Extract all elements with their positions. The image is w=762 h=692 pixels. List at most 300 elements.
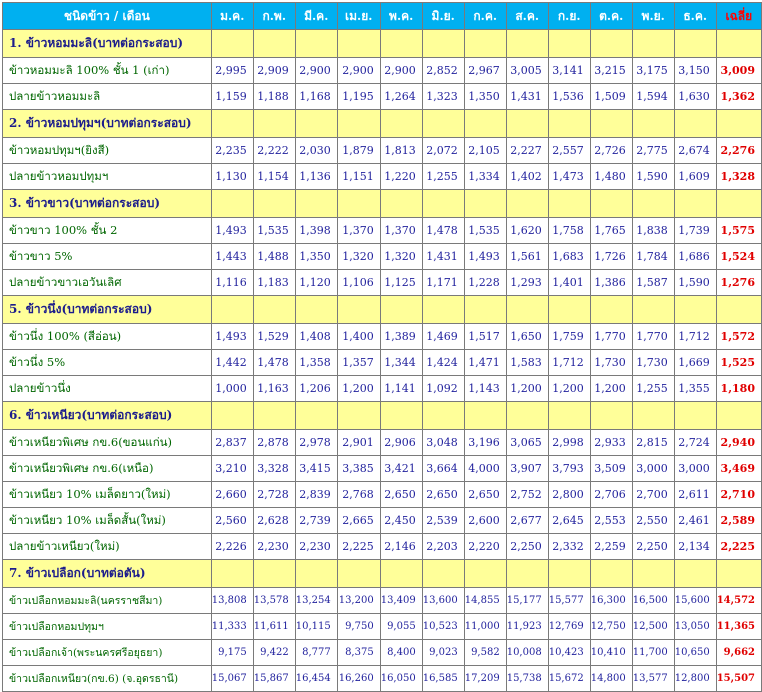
rice-type-name: ปลายข้าวหอมมะลิ — [3, 84, 212, 110]
price-cell: 1,442 — [211, 350, 253, 376]
price-cell: 2,839 — [295, 482, 337, 508]
price-cell: 1,758 — [548, 218, 590, 244]
price-cell: 1,116 — [211, 270, 253, 296]
rice-type-name: ข้าวเหนียวพิเศษ กข.6(เหนือ) — [3, 456, 212, 482]
price-cell: 1,730 — [632, 350, 674, 376]
price-cell: 2,815 — [632, 430, 674, 456]
rice-type-name: ข้าวเปลือกเจ้า(พระนครศรีอยุธยา) — [3, 640, 212, 666]
price-cell: 1,765 — [590, 218, 632, 244]
price-cell: 1,370 — [380, 218, 422, 244]
price-cell: 1,400 — [337, 324, 380, 350]
price-cell: 1,431 — [506, 84, 548, 110]
average-cell: 1,276 — [716, 270, 761, 296]
category-empty-cell — [337, 402, 380, 430]
price-cell: 1,200 — [337, 376, 380, 402]
category-empty-cell — [253, 30, 295, 58]
price-cell: 2,775 — [632, 138, 674, 164]
category-empty-cell — [253, 560, 295, 588]
price-cell: 2,724 — [674, 430, 716, 456]
price-cell: 3,210 — [211, 456, 253, 482]
price-cell: 1,686 — [674, 244, 716, 270]
price-cell: 2,978 — [295, 430, 337, 456]
rice-type-name: ข้าวเปลือกหอมปทุมฯ — [3, 614, 212, 640]
category-empty-cell — [716, 190, 761, 218]
price-cell: 1,255 — [632, 376, 674, 402]
price-cell: 1,784 — [632, 244, 674, 270]
table-row — [3, 376, 762, 402]
category-empty-cell — [380, 402, 422, 430]
price-cell: 1,630 — [674, 84, 716, 110]
price-cell: 1,092 — [422, 376, 464, 402]
average-cell: 1,572 — [716, 324, 761, 350]
price-cell: 1,759 — [548, 324, 590, 350]
table-row — [3, 666, 762, 692]
average-cell: 3,009 — [716, 58, 761, 84]
price-cell: 2,800 — [548, 482, 590, 508]
category-row — [3, 402, 762, 430]
price-cell: 1,386 — [590, 270, 632, 296]
price-cell: 1,488 — [253, 244, 295, 270]
price-cell: 1,293 — [506, 270, 548, 296]
average-cell: 14,572 — [716, 588, 761, 614]
category-empty-cell — [253, 296, 295, 324]
price-cell: 3,385 — [337, 456, 380, 482]
category-empty-cell — [590, 110, 632, 138]
category-empty-cell — [674, 402, 716, 430]
price-cell: 1,469 — [422, 324, 464, 350]
category-empty-cell — [506, 30, 548, 58]
price-cell: 1,838 — [632, 218, 674, 244]
category-empty-cell — [295, 296, 337, 324]
price-cell: 1,398 — [295, 218, 337, 244]
price-cell: 2,450 — [380, 508, 422, 534]
price-cell: 2,752 — [506, 482, 548, 508]
category-empty-cell — [295, 110, 337, 138]
price-cell: 10,008 — [506, 640, 548, 666]
price-cell: 1,739 — [674, 218, 716, 244]
rice-type-name: ปลายข้าวหอมปทุมฯ — [3, 164, 212, 190]
price-cell: 2,906 — [380, 430, 422, 456]
table-row — [3, 350, 762, 376]
price-cell: 1,195 — [337, 84, 380, 110]
price-cell: 2,072 — [422, 138, 464, 164]
category-empty-cell — [337, 110, 380, 138]
price-cell: 3,907 — [506, 456, 548, 482]
price-cell: 2,728 — [253, 482, 295, 508]
month-header: ม.ค. — [211, 3, 253, 30]
price-cell: 11,700 — [632, 640, 674, 666]
price-cell: 1,389 — [380, 324, 422, 350]
price-cell: 2,250 — [632, 534, 674, 560]
price-cell: 1,590 — [632, 164, 674, 190]
category-title: 3. ข้าวขาว(บาทต่อกระสอบ) — [3, 190, 212, 218]
price-cell: 9,750 — [337, 614, 380, 640]
category-empty-cell — [464, 560, 506, 588]
price-cell: 1,478 — [422, 218, 464, 244]
category-empty-cell — [422, 296, 464, 324]
average-cell: 15,507 — [716, 666, 761, 692]
category-empty-cell — [295, 560, 337, 588]
price-cell: 10,410 — [590, 640, 632, 666]
category-empty-cell — [380, 110, 422, 138]
average-header: เฉลี่ย — [716, 3, 761, 30]
rice-type-name: ปลายข้าวนึ่ง — [3, 376, 212, 402]
price-cell: 2,628 — [253, 508, 295, 534]
price-cell: 17,209 — [464, 666, 506, 692]
table-row — [3, 614, 762, 640]
month-header: พ.ย. — [632, 3, 674, 30]
average-cell: 1,328 — [716, 164, 761, 190]
price-cell: 2,739 — [295, 508, 337, 534]
category-empty-cell — [295, 402, 337, 430]
category-empty-cell — [464, 296, 506, 324]
category-empty-cell — [464, 190, 506, 218]
category-empty-cell — [337, 296, 380, 324]
price-cell: 1,350 — [295, 244, 337, 270]
category-empty-cell — [716, 402, 761, 430]
average-cell: 9,662 — [716, 640, 761, 666]
category-row — [3, 296, 762, 324]
price-cell: 1,370 — [337, 218, 380, 244]
price-cell: 9,422 — [253, 640, 295, 666]
price-cell: 1,228 — [464, 270, 506, 296]
rice-type-name: ข้าวเปลือกหอมมะลิ(นครราชสีมา) — [3, 588, 212, 614]
category-empty-cell — [590, 560, 632, 588]
price-cell: 14,855 — [464, 588, 506, 614]
rice-type-name: ข้าวนึ่ง 5% — [3, 350, 212, 376]
price-cell: 1,443 — [211, 244, 253, 270]
average-cell: 3,469 — [716, 456, 761, 482]
rice-type-name: ข้าวเหนียวพิเศษ กข.6(ขอนแก่น) — [3, 430, 212, 456]
price-cell: 1,334 — [464, 164, 506, 190]
price-cell: 2,660 — [211, 482, 253, 508]
category-empty-cell — [548, 296, 590, 324]
average-cell: 2,940 — [716, 430, 761, 456]
price-cell: 1,159 — [211, 84, 253, 110]
price-cell: 2,600 — [464, 508, 506, 534]
category-empty-cell — [337, 30, 380, 58]
table-row — [3, 508, 762, 534]
price-cell: 2,220 — [464, 534, 506, 560]
category-empty-cell — [380, 190, 422, 218]
price-cell: 2,105 — [464, 138, 506, 164]
price-cell: 10,423 — [548, 640, 590, 666]
category-row — [3, 190, 762, 218]
price-cell: 2,235 — [211, 138, 253, 164]
category-empty-cell — [674, 296, 716, 324]
category-title: 5. ข้าวนึ่ง(บาทต่อกระสอบ) — [3, 296, 212, 324]
price-cell: 1,471 — [464, 350, 506, 376]
price-cell: 3,150 — [674, 58, 716, 84]
month-header: ก.พ. — [253, 3, 295, 30]
month-header: ต.ค. — [590, 3, 632, 30]
category-empty-cell — [716, 30, 761, 58]
rice-type-name: ข้าวหอมปทุมฯ(ยิงสี) — [3, 138, 212, 164]
price-cell: 1,344 — [380, 350, 422, 376]
price-cell: 8,375 — [337, 640, 380, 666]
price-cell: 16,300 — [590, 588, 632, 614]
price-cell: 1,264 — [380, 84, 422, 110]
price-cell: 1,424 — [422, 350, 464, 376]
price-cell: 12,769 — [548, 614, 590, 640]
price-cell: 2,230 — [295, 534, 337, 560]
category-empty-cell — [464, 30, 506, 58]
category-empty-cell — [548, 402, 590, 430]
table-row — [3, 430, 762, 456]
category-empty-cell — [674, 110, 716, 138]
price-cell: 1,408 — [295, 324, 337, 350]
category-empty-cell — [211, 560, 253, 588]
category-empty-cell — [632, 190, 674, 218]
price-cell: 2,700 — [632, 482, 674, 508]
price-cell: 2,901 — [337, 430, 380, 456]
category-empty-cell — [674, 560, 716, 588]
average-cell: 1,575 — [716, 218, 761, 244]
price-cell: 1,609 — [674, 164, 716, 190]
price-cell: 3,048 — [422, 430, 464, 456]
rice-type-name: ข้าวขาว 100% ชั้น 2 — [3, 218, 212, 244]
price-cell: 1,536 — [548, 84, 590, 110]
category-empty-cell — [380, 296, 422, 324]
month-header: ก.ย. — [548, 3, 590, 30]
category-empty-cell — [506, 190, 548, 218]
price-cell: 12,750 — [590, 614, 632, 640]
price-cell: 3,215 — [590, 58, 632, 84]
category-empty-cell — [211, 296, 253, 324]
price-cell: 2,560 — [211, 508, 253, 534]
table-row — [3, 534, 762, 560]
table-row — [3, 588, 762, 614]
category-empty-cell — [253, 110, 295, 138]
price-cell: 13,254 — [295, 588, 337, 614]
price-cell: 1,683 — [548, 244, 590, 270]
price-cell: 1,431 — [422, 244, 464, 270]
category-empty-cell — [253, 190, 295, 218]
category-empty-cell — [590, 402, 632, 430]
price-cell: 1,401 — [548, 270, 590, 296]
price-cell: 2,726 — [590, 138, 632, 164]
table-row — [3, 456, 762, 482]
price-cell: 1,120 — [295, 270, 337, 296]
price-cell: 2,878 — [253, 430, 295, 456]
category-empty-cell — [548, 30, 590, 58]
price-cell: 15,867 — [253, 666, 295, 692]
price-cell: 1,125 — [380, 270, 422, 296]
price-cell: 11,611 — [253, 614, 295, 640]
price-cell: 3,664 — [422, 456, 464, 482]
price-cell: 2,146 — [380, 534, 422, 560]
price-cell: 1,130 — [211, 164, 253, 190]
category-empty-cell — [211, 402, 253, 430]
rice-type-name: ข้าวนึ่ง 100% (สีอ่อน) — [3, 324, 212, 350]
price-cell: 1,151 — [337, 164, 380, 190]
category-empty-cell — [590, 30, 632, 58]
price-cell: 3,328 — [253, 456, 295, 482]
category-empty-cell — [211, 190, 253, 218]
category-empty-cell — [590, 296, 632, 324]
price-cell: 1,561 — [506, 244, 548, 270]
price-cell: 1,535 — [253, 218, 295, 244]
price-cell: 1,154 — [253, 164, 295, 190]
category-empty-cell — [506, 402, 548, 430]
price-cell: 1,141 — [380, 376, 422, 402]
price-cell: 1,320 — [337, 244, 380, 270]
category-empty-cell — [422, 560, 464, 588]
price-cell: 11,000 — [464, 614, 506, 640]
price-cell: 2,967 — [464, 58, 506, 84]
price-cell: 1,143 — [464, 376, 506, 402]
category-title: 2. ข้าวหอมปทุมฯ(บาทต่อกระสอบ) — [3, 110, 212, 138]
price-cell: 1,587 — [632, 270, 674, 296]
price-cell: 9,023 — [422, 640, 464, 666]
price-cell: 2,557 — [548, 138, 590, 164]
price-cell: 3,509 — [590, 456, 632, 482]
price-cell: 13,200 — [337, 588, 380, 614]
price-cell: 2,900 — [337, 58, 380, 84]
price-cell: 1,813 — [380, 138, 422, 164]
price-cell: 9,582 — [464, 640, 506, 666]
price-cell: 1,583 — [506, 350, 548, 376]
price-cell: 15,600 — [674, 588, 716, 614]
category-row — [3, 560, 762, 588]
category-empty-cell — [337, 190, 380, 218]
price-cell: 1,163 — [253, 376, 295, 402]
price-cell: 2,998 — [548, 430, 590, 456]
price-cell: 8,400 — [380, 640, 422, 666]
price-cell: 1,529 — [253, 324, 295, 350]
price-cell: 1,493 — [211, 324, 253, 350]
price-cell: 2,225 — [337, 534, 380, 560]
category-empty-cell — [211, 110, 253, 138]
price-cell: 15,577 — [548, 588, 590, 614]
price-cell: 2,768 — [337, 482, 380, 508]
price-cell: 1,493 — [464, 244, 506, 270]
rice-type-name: ข้าวเหนียว 10% เมล็ดสั้น(ใหม่) — [3, 508, 212, 534]
price-cell: 1,323 — [422, 84, 464, 110]
table-row — [3, 270, 762, 296]
price-cell: 2,995 — [211, 58, 253, 84]
price-cell: 1,168 — [295, 84, 337, 110]
price-cell: 1,480 — [590, 164, 632, 190]
price-cell: 1,136 — [295, 164, 337, 190]
price-cell: 1,200 — [506, 376, 548, 402]
price-cell: 1,730 — [590, 350, 632, 376]
price-cell: 2,900 — [295, 58, 337, 84]
category-empty-cell — [295, 190, 337, 218]
price-cell: 1,493 — [211, 218, 253, 244]
table-row — [3, 244, 762, 270]
category-empty-cell — [716, 560, 761, 588]
table-row — [3, 58, 762, 84]
month-header: ส.ค. — [506, 3, 548, 30]
header-title: ชนิดข้าว / เดือน — [3, 3, 212, 30]
price-cell: 16,050 — [380, 666, 422, 692]
average-cell: 1,524 — [716, 244, 761, 270]
price-cell: 3,065 — [506, 430, 548, 456]
price-cell: 1,473 — [548, 164, 590, 190]
price-cell: 15,672 — [548, 666, 590, 692]
category-empty-cell — [422, 30, 464, 58]
price-cell: 2,611 — [674, 482, 716, 508]
month-header: ก.ค. — [464, 3, 506, 30]
category-empty-cell — [422, 190, 464, 218]
price-cell: 1,509 — [590, 84, 632, 110]
price-cell: 1,188 — [253, 84, 295, 110]
price-cell: 1,770 — [632, 324, 674, 350]
price-cell: 1,183 — [253, 270, 295, 296]
price-cell: 2,650 — [464, 482, 506, 508]
price-cell: 2,674 — [674, 138, 716, 164]
price-cell: 4,000 — [464, 456, 506, 482]
category-empty-cell — [548, 190, 590, 218]
average-cell: 2,225 — [716, 534, 761, 560]
price-cell: 1,650 — [506, 324, 548, 350]
price-cell: 2,230 — [253, 534, 295, 560]
price-cell: 2,250 — [506, 534, 548, 560]
price-cell: 11,923 — [506, 614, 548, 640]
category-empty-cell — [295, 30, 337, 58]
price-cell: 1,171 — [422, 270, 464, 296]
price-cell: 2,461 — [674, 508, 716, 534]
price-cell: 1,669 — [674, 350, 716, 376]
category-empty-cell — [464, 110, 506, 138]
price-cell: 1,590 — [674, 270, 716, 296]
average-cell: 2,710 — [716, 482, 761, 508]
month-header: เม.ย. — [337, 3, 380, 30]
header-row — [3, 3, 762, 30]
price-cell: 3,793 — [548, 456, 590, 482]
category-empty-cell — [632, 560, 674, 588]
price-cell: 1,535 — [464, 218, 506, 244]
category-empty-cell — [674, 190, 716, 218]
price-cell: 8,777 — [295, 640, 337, 666]
price-cell: 2,900 — [380, 58, 422, 84]
price-cell: 2,226 — [211, 534, 253, 560]
price-cell: 3,005 — [506, 58, 548, 84]
category-empty-cell — [548, 560, 590, 588]
price-cell: 1,106 — [337, 270, 380, 296]
price-cell: 1,402 — [506, 164, 548, 190]
category-empty-cell — [506, 560, 548, 588]
category-empty-cell — [337, 560, 380, 588]
price-cell: 16,260 — [337, 666, 380, 692]
rice-type-name: ข้าวเหนียว 10% เมล็ดยาว(ใหม่) — [3, 482, 212, 508]
average-cell: 2,276 — [716, 138, 761, 164]
category-empty-cell — [632, 30, 674, 58]
price-cell: 1,000 — [211, 376, 253, 402]
price-cell: 13,600 — [422, 588, 464, 614]
price-cell: 1,200 — [590, 376, 632, 402]
category-empty-cell — [380, 30, 422, 58]
price-cell: 3,196 — [464, 430, 506, 456]
rice-type-name: ข้าวเปลือกเหนียว(กข.6) (จ.อุดรธานี) — [3, 666, 212, 692]
price-cell: 15,738 — [506, 666, 548, 692]
price-cell: 2,650 — [422, 482, 464, 508]
price-cell: 13,578 — [253, 588, 295, 614]
price-cell: 10,523 — [422, 614, 464, 640]
category-empty-cell — [674, 30, 716, 58]
month-header: ธ.ค. — [674, 3, 716, 30]
average-cell: 2,589 — [716, 508, 761, 534]
price-cell: 1,320 — [380, 244, 422, 270]
price-cell: 1,358 — [295, 350, 337, 376]
price-cell: 2,677 — [506, 508, 548, 534]
price-cell: 1,350 — [464, 84, 506, 110]
rice-type-name: ปลายข้าวเหนียว(ใหม่) — [3, 534, 212, 560]
price-cell: 1,255 — [422, 164, 464, 190]
category-empty-cell — [590, 190, 632, 218]
month-header: มิ.ย. — [422, 3, 464, 30]
